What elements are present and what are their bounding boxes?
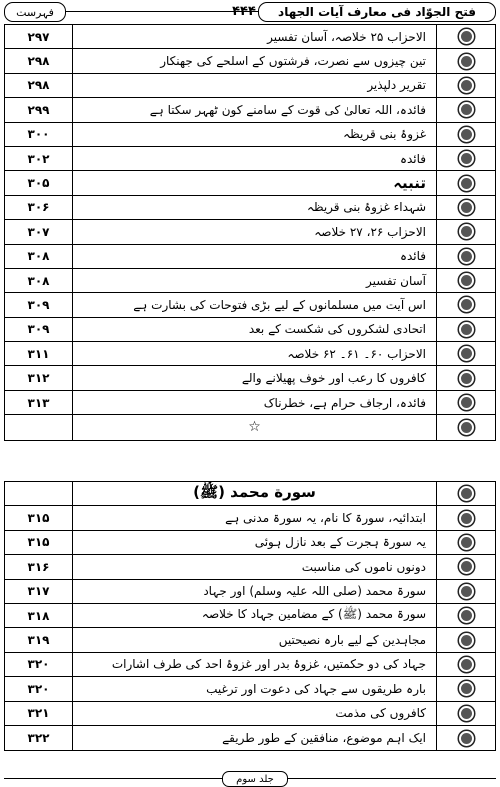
table-row — [5, 604, 495, 628]
bullet-icon — [461, 488, 472, 499]
bullet-icon — [461, 708, 472, 719]
bullet-cell — [437, 628, 495, 651]
bullet-icon — [461, 683, 472, 694]
page-number-cell: ۳۱۵ — [5, 531, 73, 554]
bullet-icon — [461, 586, 472, 597]
bullet-cell — [437, 220, 495, 243]
volume-label: جلد سوم — [222, 771, 288, 787]
entry-title: تقریر دلپذیر — [73, 74, 437, 97]
table-row — [5, 482, 495, 506]
bullet-icon — [461, 104, 472, 115]
table-row — [5, 245, 495, 269]
bullet-cell — [437, 147, 495, 170]
contents-table-1 — [4, 24, 496, 441]
entry-title: آسان تفسیر — [73, 269, 437, 292]
entry-title: جہاد کی دو حکمتیں، غزوۂ بدر اور غزوۂ احد کی طرف اشارات — [73, 653, 437, 676]
bullet-icon — [461, 226, 472, 237]
bullet-icon — [461, 659, 472, 670]
table-row — [5, 580, 495, 604]
page-number-cell: ۳۰۲ — [5, 147, 73, 170]
entry-heading: تنبیہ — [73, 171, 437, 194]
entry-title: مجاہدین کے لیے بارہ نصیحتیں — [73, 628, 437, 651]
bullet-icon — [461, 56, 472, 67]
page-number-cell: ۳۲۰ — [5, 653, 73, 676]
bullet-icon — [461, 178, 472, 189]
bullet-cell — [437, 531, 495, 554]
bullet-icon — [461, 733, 472, 744]
entry-title: ابتدائیہ، سورۃ کا نام، یہ سورۃ مدنی ہے — [73, 506, 437, 529]
entry-title: تین چیزوں سے نصرت، فرشتوں کے اسلحے کی جھنکار — [73, 49, 437, 72]
page-number-cell: ۳۰۸ — [5, 269, 73, 292]
page-header — [4, 2, 496, 22]
bullet-icon — [461, 348, 472, 359]
entry-title: الاحزاب ۶۰۔ ۶۱۔ ۶۲ خلاصہ — [73, 342, 437, 365]
page-number-cell: ۳۱۷ — [5, 580, 73, 603]
page-number-cell: ۳۰۷ — [5, 220, 73, 243]
bullet-icon — [461, 251, 472, 262]
entry-title: کافروں کی مذمت — [73, 702, 437, 725]
entry-title: سورۃ محمد (صلی اللہ علیہ وسلم) اور جہاد — [73, 580, 437, 603]
bullet-cell — [437, 74, 495, 97]
page-number-cell: ۳۱۲ — [5, 366, 73, 389]
bullet-cell — [437, 123, 495, 146]
entry-title: اتحادی لشکروں کی شکست کے بعد — [73, 318, 437, 341]
star-icon: ☆ — [73, 415, 437, 439]
table-row — [5, 726, 495, 750]
bullet-icon — [461, 513, 472, 524]
entry-title: یہ سورۃ ہجرت کے بعد نازل ہوئی — [73, 531, 437, 554]
page-number-cell: ۲۹۸ — [5, 74, 73, 97]
table-row — [5, 269, 495, 293]
page-number-cell: ۳۱۸ — [5, 604, 73, 627]
table-row — [5, 147, 495, 171]
entry-title: الاحزاب ۲۵ خلاصہ، آسان تفسیر — [73, 25, 437, 48]
page-number-cell: ۳۲۰ — [5, 677, 73, 700]
bullet-cell — [437, 702, 495, 725]
book-title: فتح الجوّاد فی معارف آیات الجهاد — [258, 2, 496, 22]
table-row — [5, 366, 495, 390]
table-row — [5, 506, 495, 530]
bullet-cell — [437, 677, 495, 700]
table-row — [5, 318, 495, 342]
bullet-cell — [437, 653, 495, 676]
table-row — [5, 531, 495, 555]
bullet-cell — [437, 342, 495, 365]
page-number-cell: ۳۰۹ — [5, 293, 73, 316]
page-number-cell: ۳۰۵ — [5, 171, 73, 194]
table-row — [5, 49, 495, 73]
table-row — [5, 293, 495, 317]
bullet-cell — [437, 482, 495, 505]
table-row — [5, 123, 495, 147]
entry-title: غزوۂ بنی قریظہ — [73, 123, 437, 146]
table-row — [5, 196, 495, 220]
entry-title: بارہ طریقوں سے جہاد کی دعوت اور ترغیب — [73, 677, 437, 700]
bullet-cell — [437, 269, 495, 292]
page-number-cell: ۳۲۱ — [5, 702, 73, 725]
page-number-cell: ۳۱۹ — [5, 628, 73, 651]
table-row — [5, 391, 495, 415]
bullet-cell — [437, 580, 495, 603]
bullet-icon — [461, 537, 472, 548]
entry-title: الاحزاب ۲۶، ۲۷ خلاصہ — [73, 220, 437, 243]
entry-title: کافروں کا رعب اور خوف پھیلانے والے — [73, 366, 437, 389]
page-number-cell: ۲۹۷ — [5, 25, 73, 48]
bullet-icon — [461, 561, 472, 572]
bullet-cell — [437, 196, 495, 219]
page-number-cell: ۳۰۶ — [5, 196, 73, 219]
table-row — [5, 220, 495, 244]
page-number-cell: ۳۲۲ — [5, 726, 73, 750]
entry-title: شہداء غزوۂ بنی قریظہ — [73, 196, 437, 219]
page-number-cell: ۳۰۹ — [5, 318, 73, 341]
bullet-icon — [461, 80, 472, 91]
entry-title: فائدہ، ارجاف حرام ہے، خطرناک — [73, 391, 437, 414]
table-row — [5, 653, 495, 677]
table-row — [5, 98, 495, 122]
entry-title: ایک اہم موضوع، منافقین کے طور طریقے — [73, 726, 437, 750]
contents-table-2 — [4, 481, 496, 751]
page-number-cell — [5, 482, 73, 505]
bullet-cell — [437, 245, 495, 268]
page-number-cell: ۳۱۵ — [5, 506, 73, 529]
table-row — [5, 702, 495, 726]
bullet-icon — [461, 610, 472, 621]
table-row — [5, 25, 495, 49]
page-number-cell: ۳۱۶ — [5, 555, 73, 578]
bullet-cell — [437, 506, 495, 529]
entry-title: فائدہ، اللہ تعالیٰ کی قوت کے سامنے کون ٹھہر سکتا ہے — [73, 98, 437, 121]
bullet-cell — [437, 98, 495, 121]
bullet-icon — [461, 275, 472, 286]
page-footer — [4, 771, 496, 787]
table-row — [5, 677, 495, 701]
entry-title: فائدہ — [73, 147, 437, 170]
bullet-icon — [461, 397, 472, 408]
entry-title: اس آیت میں مسلمانوں کے لیے بڑی فتوحات کی بشارت ہے — [73, 293, 437, 316]
page-number-cell: ۳۱۳ — [5, 391, 73, 414]
bullet-cell — [437, 415, 495, 439]
entry-title: فائدہ — [73, 245, 437, 268]
bullet-icon — [461, 299, 472, 310]
bullet-cell — [437, 171, 495, 194]
bullet-icon — [461, 31, 472, 42]
bullet-cell — [437, 366, 495, 389]
bullet-icon — [461, 129, 472, 140]
page-number-cell: ۳۱۱ — [5, 342, 73, 365]
table-row — [5, 171, 495, 195]
bullet-cell — [437, 604, 495, 627]
bullet-icon — [461, 153, 472, 164]
bullet-icon — [461, 373, 472, 384]
bullet-cell — [437, 49, 495, 72]
section-label: فہرست — [4, 2, 66, 22]
bullet-icon — [461, 635, 472, 646]
bullet-icon — [461, 324, 472, 335]
bullet-cell — [437, 25, 495, 48]
bullet-cell — [437, 555, 495, 578]
table-row — [5, 74, 495, 98]
bullet-cell — [437, 318, 495, 341]
bullet-cell — [437, 726, 495, 750]
entry-title: دونوں ناموں کی مناسبت — [73, 555, 437, 578]
surah-title: سورة محمد (ﷺ) — [73, 482, 437, 505]
bullet-cell — [437, 293, 495, 316]
table-row — [5, 415, 495, 439]
page-number: ۴۴۴ — [232, 3, 256, 19]
entry-title: سورۃ محمد (ﷺ) کے مضامین جہاد کا خلاصہ — [73, 604, 437, 627]
page-number-cell: ۲۹۸ — [5, 49, 73, 72]
table-row — [5, 628, 495, 652]
bullet-icon — [461, 202, 472, 213]
bullet-cell — [437, 391, 495, 414]
page-number-cell: ۳۰۸ — [5, 245, 73, 268]
page-number-cell: ۲۹۹ — [5, 98, 73, 121]
page-number-cell: ۳۰۰ — [5, 123, 73, 146]
bullet-icon — [461, 422, 472, 433]
page-number-cell — [5, 415, 73, 439]
table-row — [5, 555, 495, 579]
table-row — [5, 342, 495, 366]
